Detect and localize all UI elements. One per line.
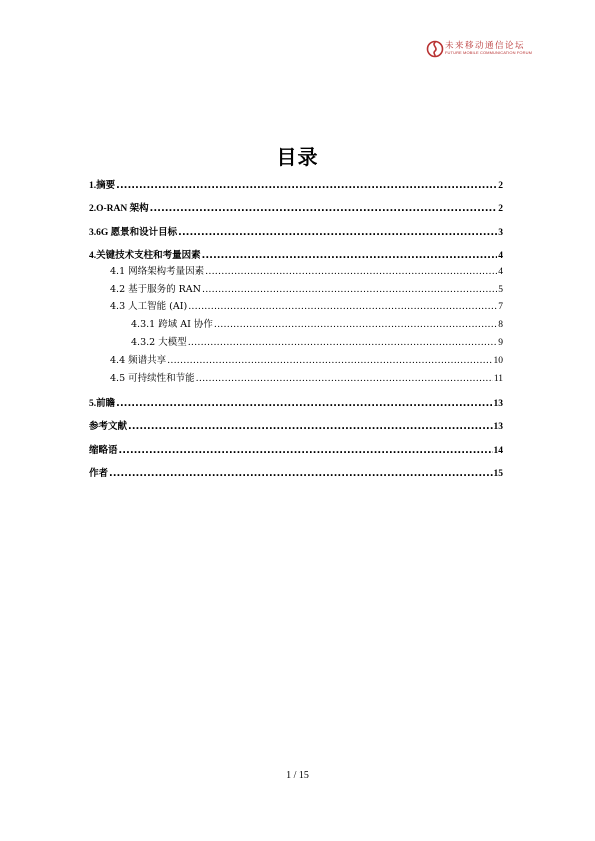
forum-logo-en: FUTURE MOBILE COMMUNICATION FORUM: [445, 50, 533, 55]
toc-entry-page: 9: [498, 338, 503, 348]
toc-entry-label: 4.5 可持续性和节能: [110, 373, 195, 384]
toc-leader-dots: [196, 372, 493, 386]
toc-entry-page: 13: [493, 399, 503, 409]
forum-logo-icon: [426, 39, 444, 59]
toc-entry-page: 14: [493, 446, 503, 456]
toc-leader-dots: [202, 283, 497, 297]
toc-leader-dots: [119, 444, 493, 458]
forum-logo-cn: 未来移动通信论坛: [445, 41, 526, 51]
toc-entry-label: 2.O-RAN 架构: [89, 204, 149, 214]
toc-leader-dots: [167, 354, 492, 368]
toc-entry-label: 4.3 人工智能 (AI): [110, 301, 188, 312]
toc-leader-dots: [188, 300, 497, 314]
toc-entry-6g-vision[interactable]: [89, 226, 503, 240]
toc-entry-abbreviations[interactable]: [89, 444, 503, 458]
toc-title: 目录: [276, 145, 319, 169]
toc-leader-dots: [116, 179, 497, 193]
toc-entry-page: 8: [498, 320, 503, 330]
toc-entry-large-models[interactable]: [131, 336, 503, 350]
toc-entry-page: 5: [498, 285, 503, 295]
toc-entry-page: 11: [493, 374, 503, 384]
toc-entry-label: 4.2 基于服务的 RAN: [110, 284, 201, 295]
toc-entry-page: 3: [498, 228, 503, 238]
toc-entry-outlook[interactable]: [89, 397, 503, 411]
toc-entry-page: 2: [498, 204, 503, 214]
toc-leader-dots: [214, 318, 497, 332]
forum-logo: [426, 38, 546, 62]
toc-entry-label: 4.3.1 跨域 AI 协作: [131, 319, 213, 330]
toc-entry-sustainability[interactable]: [110, 372, 503, 386]
toc-entry-label: 缩略语: [89, 446, 118, 456]
toc-entry-service-based-ran[interactable]: [110, 283, 503, 297]
toc-entry-oran-architecture[interactable]: [89, 202, 503, 216]
toc-entry-label: 4.4 频谱共享: [110, 355, 167, 366]
toc-leader-dots: [128, 420, 492, 434]
toc-entry-label: 3.6G 愿景和设计目标: [89, 228, 178, 238]
toc-entry-ai[interactable]: [110, 300, 503, 314]
toc-entry-label: 4.关键技术支柱和考量因素: [89, 251, 201, 261]
toc-leader-dots: [116, 397, 492, 411]
toc-entry-spectrum-sharing[interactable]: [110, 354, 503, 368]
toc-entry-page: 4: [498, 251, 503, 261]
toc-entry-label: 参考文献: [89, 422, 128, 432]
toc-leader-dots: [109, 467, 492, 481]
toc-entry-page: 10: [493, 356, 503, 366]
toc-entry-cross-domain-ai[interactable]: [131, 318, 503, 332]
toc-entry-references[interactable]: [89, 420, 503, 434]
toc-leader-dots: [202, 249, 498, 263]
toc-entry-authors[interactable]: [89, 467, 503, 481]
page-number: 1 / 15: [286, 770, 309, 781]
toc-entry-label: 1.摘要: [89, 181, 116, 191]
toc-entry-label: 5.前瞻: [89, 399, 116, 409]
toc-entry-page: 15: [493, 469, 503, 479]
toc-entry-page: 4: [498, 267, 503, 277]
toc-leader-dots: [205, 265, 497, 279]
toc-leader-dots: [178, 226, 497, 240]
toc-entry-label: 4.3.2 大模型: [131, 337, 187, 348]
toc-entry-network-architecture[interactable]: [110, 265, 503, 279]
toc-entry-page: 7: [498, 302, 503, 312]
toc-entry-page: 2: [498, 181, 503, 191]
toc-leader-dots: [188, 336, 498, 350]
toc-leader-dots: [150, 202, 498, 216]
toc-entry-key-technologies[interactable]: [89, 249, 503, 263]
toc-entry-abstract[interactable]: [89, 179, 503, 193]
toc-entry-label: 作者: [89, 469, 109, 479]
toc-entry-label: 4.1 网络架构考量因素: [110, 266, 205, 277]
toc-entry-page: 13: [493, 422, 503, 432]
